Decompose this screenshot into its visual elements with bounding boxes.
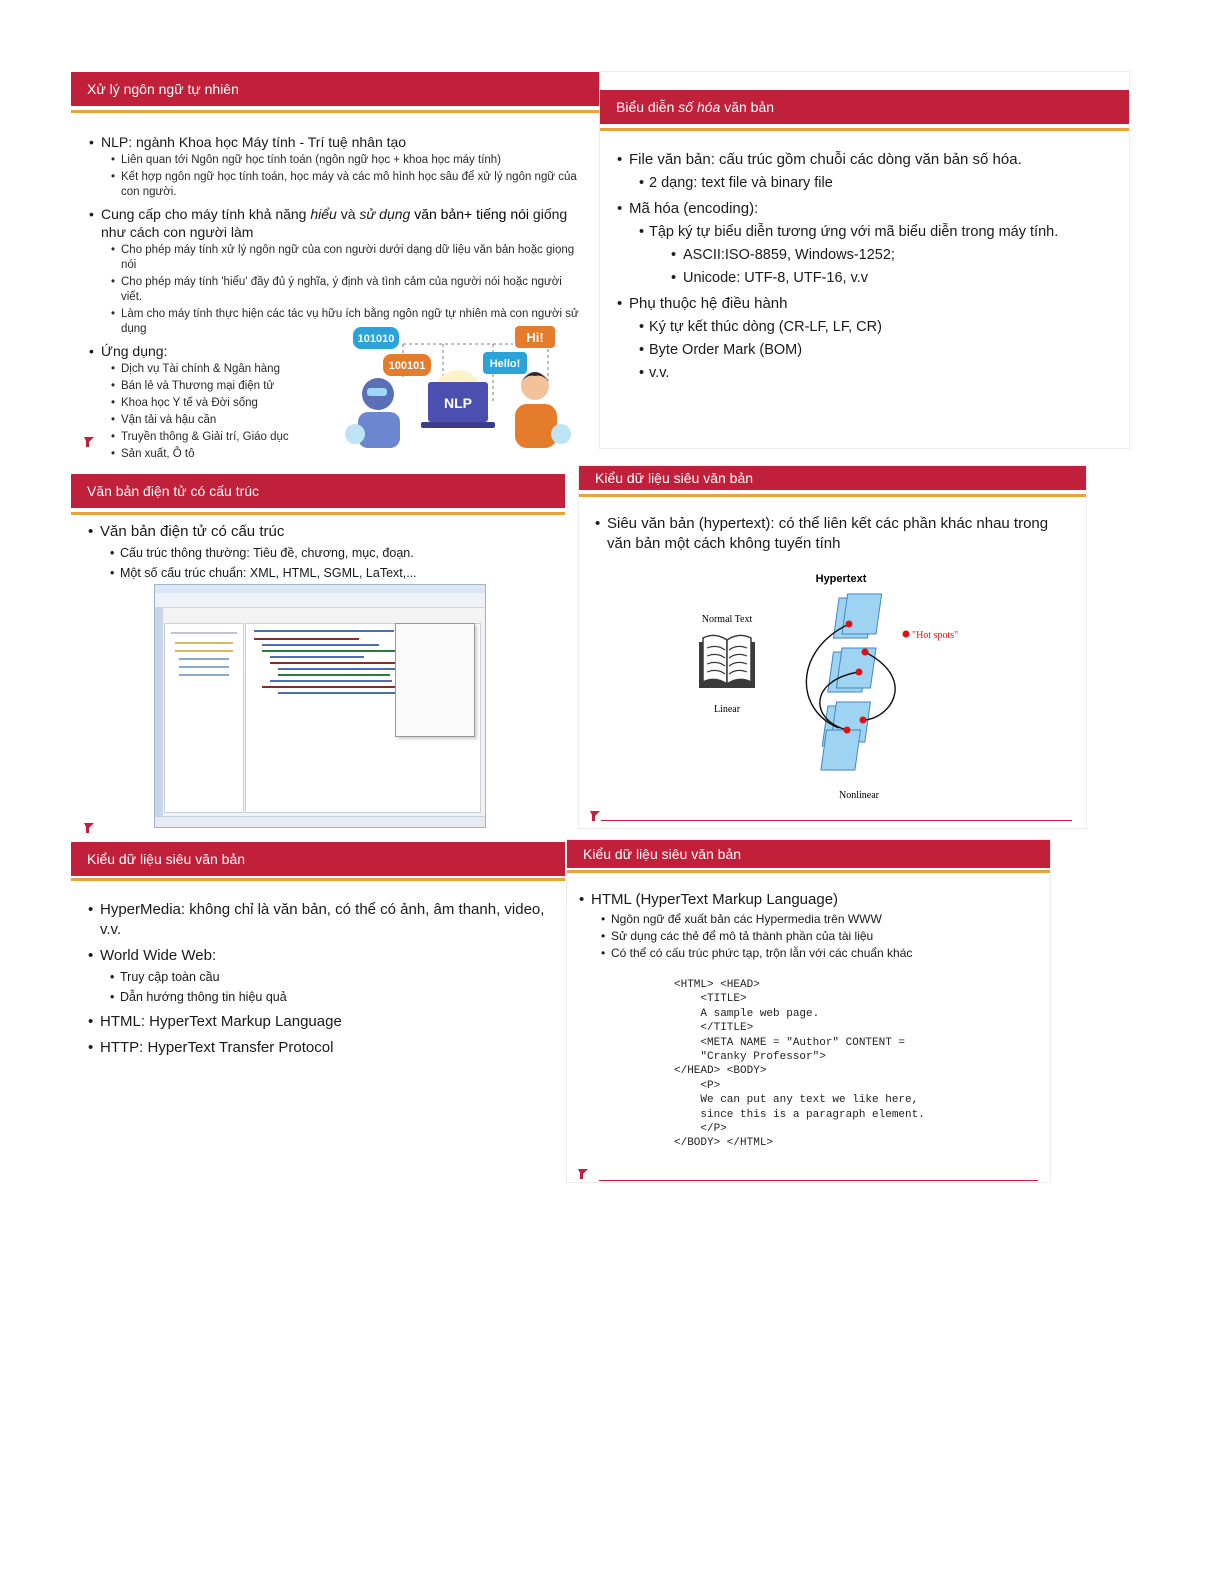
hypertext-figure xyxy=(699,570,969,806)
bullet xyxy=(89,205,581,337)
bullet-text: Phụ thuộc hệ điều hành xyxy=(629,295,788,312)
figure-title: Hypertext xyxy=(815,573,867,585)
logo-mark xyxy=(83,436,95,448)
editor-titlebar xyxy=(155,585,485,593)
emphasis: hiểu xyxy=(310,206,337,222)
sub-bullet: • Làm cho máy tính thực hiện các tác vụ hữu ích bằng ngôn ngữ tự nhiên mà con người sử dụng xyxy=(111,307,581,337)
logo-mark xyxy=(83,822,95,834)
slide-content xyxy=(579,884,1039,961)
nlp-illustration xyxy=(343,324,573,448)
hypertext-pages xyxy=(821,594,882,770)
sub-sub-bullet: • Unicode: UTF-8, UTF-16, v.v xyxy=(671,268,1117,288)
bullet-text: giống như cách con người làm xyxy=(101,206,568,240)
slide-title: Kiểu dữ liệu siêu văn bản xyxy=(595,470,754,486)
hotspot-marker xyxy=(844,727,851,734)
slide-nlp xyxy=(71,72,600,460)
slide-header xyxy=(71,842,565,876)
floor-blob xyxy=(345,424,365,444)
person-head xyxy=(521,372,549,400)
slide-header xyxy=(567,840,1050,868)
hotspot-marker xyxy=(856,669,863,676)
bullet: • HyperMedia: không chỉ là văn bản, có thể có ảnh, âm thanh, video, v.v. xyxy=(88,900,548,940)
sub-bullet: • v.v. xyxy=(639,363,1117,383)
emphasis: sử dụng xyxy=(359,206,411,222)
bullet: • HTML: HyperText Markup Language xyxy=(88,1012,548,1032)
hotspot-marker xyxy=(862,649,869,656)
editor-statusbar xyxy=(155,816,485,827)
slide-title: Văn bản điện tử có cấu trúc xyxy=(87,483,260,499)
html-code-sample: <HTML> <HEAD> <TITLE> A sample web page. </TITLE> <META NAME = "Author" CONTENT = "Cranky Professor"> </HEAD> <BODY> <P> We can put any text we like here, since this is a paragraph element. </P> </BODY> </HTML> xyxy=(674,979,925,1150)
strong-text: văn bản+ tiếng nói xyxy=(410,206,530,222)
hotspots-label: "Hot spots" xyxy=(912,630,959,641)
slide-title xyxy=(616,99,774,115)
sub-bullet: • Vận tải và hậu cần xyxy=(111,413,581,428)
bullet-text: Cung cấp cho máy tính khả năng xyxy=(101,206,311,222)
slide-header xyxy=(71,474,565,508)
bullet: • HTTP: HyperText Transfer Protocol xyxy=(88,1038,548,1058)
header-accent-line xyxy=(579,494,1086,497)
slide-header xyxy=(579,466,1086,490)
sub-bullet: • Sử dụng các thẻ để mô tả thành phần của tài liệu xyxy=(601,928,1039,944)
html-editor-screenshot xyxy=(154,584,486,828)
bullet xyxy=(617,294,1117,383)
title-emphasis: số hóa xyxy=(678,99,721,115)
sub-bullet: • Truyền thông & Giải trí, Giáo dục xyxy=(111,430,581,445)
slide-title: Xử lý ngôn ngữ tự nhiên xyxy=(87,81,239,97)
bullet-text: Mã hóa (encoding): xyxy=(629,200,759,217)
slide-content xyxy=(617,144,1117,383)
header-accent-line xyxy=(71,512,565,515)
bullet-text: World Wide Web: xyxy=(100,947,217,964)
nonlinear-label: Nonlinear xyxy=(839,790,879,801)
linear-label: Linear xyxy=(713,704,741,715)
sub-bullet: • Byte Order Mark (BOM) xyxy=(639,340,1117,360)
robot-visor xyxy=(367,388,387,396)
sub-bullet: • 2 dạng: text file và binary file xyxy=(639,173,1117,193)
sub-bullet: • Tập ký tự biểu diễn tương ứng với mã biểu diễn trong máy tính. xyxy=(639,222,1117,242)
title-part: Biểu diễn xyxy=(616,99,679,115)
slide-header xyxy=(600,90,1129,124)
sub-bullet: • Ngôn ngữ để xuất bản các Hypermedia trên WWW xyxy=(601,911,1039,927)
sub-sub-bullet: • ASCII:ISO-8859, Windows-1252; xyxy=(671,245,1117,265)
sub-bullet: • Truy cập toàn cầu xyxy=(110,969,548,986)
hotspot-marker xyxy=(846,621,853,628)
slide-header xyxy=(71,72,600,106)
sub-bullet: • Dịch vụ Tài chính & Ngân hàng xyxy=(111,362,581,377)
sub-bullet: • Cho phép máy tính xử lý ngôn ngữ của con người dưới dạng dữ liệu văn bản hoặc giọng nói xyxy=(111,243,581,273)
sub-bullet: • Khoa học Y tế và Đời sống xyxy=(111,396,581,411)
editor-sidebar xyxy=(155,607,163,827)
sub-bullet: • Dẫn hướng thông tin hiệu quả xyxy=(110,989,548,1006)
sub-bullet: • Bán lẻ và Thương mại điện tử xyxy=(111,379,581,394)
slide-html xyxy=(567,840,1050,1182)
bubble-100101-text: 100101 xyxy=(388,360,426,372)
sub-bullet: • Ký tự kết thúc dòng (CR-LF, LF, CR) xyxy=(639,317,1117,337)
editor-context-menu xyxy=(395,623,475,737)
header-accent-line xyxy=(600,128,1129,131)
logo-mark xyxy=(589,810,601,822)
sub-bullet: • Liên quan tới Ngôn ngữ học tính toán (ngôn ngữ học + khoa học máy tính) xyxy=(111,153,581,168)
bullet-text: Ứng dụng: xyxy=(101,343,168,359)
slide-content xyxy=(88,516,558,582)
laptop-base xyxy=(421,422,495,428)
bullet xyxy=(89,133,581,200)
header-accent-line xyxy=(71,110,600,113)
person-body xyxy=(515,404,557,448)
title-part: văn bản xyxy=(720,99,775,115)
hotspot-marker xyxy=(860,717,867,724)
bullet xyxy=(579,890,1039,961)
slide-content xyxy=(595,508,1069,554)
sub-bullet: • Kết hợp ngôn ngữ học tính toán, học máy và các mô hình học sâu để xử lý ngôn ngữ của con người. xyxy=(111,170,581,200)
slide-structured-text xyxy=(71,470,565,830)
header-accent-line xyxy=(567,870,1050,873)
editor-file-tree xyxy=(164,623,244,813)
bullet xyxy=(88,522,558,582)
sub-bullet: • Sản xuất, Ô tô xyxy=(111,447,581,462)
slide-digital-text xyxy=(600,72,1129,448)
sub-bullet: • Cho phép máy tính 'hiểu' đầy đủ ý nghĩa, ý định và tình cảm của người nói hoặc người viết. xyxy=(111,275,581,305)
floor-blob xyxy=(551,424,571,444)
slide-title: Kiểu dữ liệu siêu văn bản xyxy=(87,851,246,867)
robot-body xyxy=(358,412,400,448)
logo-mark xyxy=(577,1168,589,1180)
footer-line xyxy=(601,820,1072,821)
bullet-text: Văn bản điện tử có cấu trúc xyxy=(100,523,285,540)
slide-content xyxy=(88,894,548,1058)
bubble-101010-text: 101010 xyxy=(357,333,395,345)
book-icon xyxy=(699,635,755,688)
bubble-hello-text: Hello! xyxy=(489,358,521,370)
bullet xyxy=(617,150,1117,193)
sub-bullet: • Có thể có cấu trúc phức tạp, trộn lẫn với các chuẩn khác xyxy=(601,945,1039,961)
hotspot-legend-dot xyxy=(903,631,910,638)
sub-bullet: • Một số cấu trúc chuẩn: XML, HTML, SGML, LaText,... xyxy=(110,565,558,582)
bullet: • Siêu văn bản (hypertext): có thể liên kết các phần khác nhau trong văn bản một cách không tuyến tính xyxy=(595,514,1069,554)
bullet xyxy=(617,199,1117,288)
slide-hypermedia xyxy=(71,838,565,1098)
footer-line xyxy=(599,1180,1038,1181)
slide-title: Kiểu dữ liệu siêu văn bản xyxy=(583,846,742,862)
sub-bullet: • Cấu trúc thông thường: Tiêu đề, chương, mục, đoạn. xyxy=(110,545,558,562)
bullet-text: File văn bản: cấu trúc gồm chuỗi các dòng văn bản số hóa. xyxy=(629,151,1022,168)
laptop-label: NLP xyxy=(444,395,472,411)
bubble-hi-text: Hi! xyxy=(526,330,544,345)
bullet xyxy=(88,946,548,1006)
editor-toolbar xyxy=(155,593,485,608)
slide-hypertext xyxy=(579,466,1086,828)
bullet-text: NLP: ngành Khoa học Máy tính - Trí tuệ nhân tạo xyxy=(101,134,407,150)
bullet-text: và xyxy=(336,206,360,222)
header-accent-line xyxy=(71,878,565,881)
bullet-text: HTML (HyperText Markup Language) xyxy=(591,891,839,908)
normal-text-label: Normal Text xyxy=(701,614,753,625)
